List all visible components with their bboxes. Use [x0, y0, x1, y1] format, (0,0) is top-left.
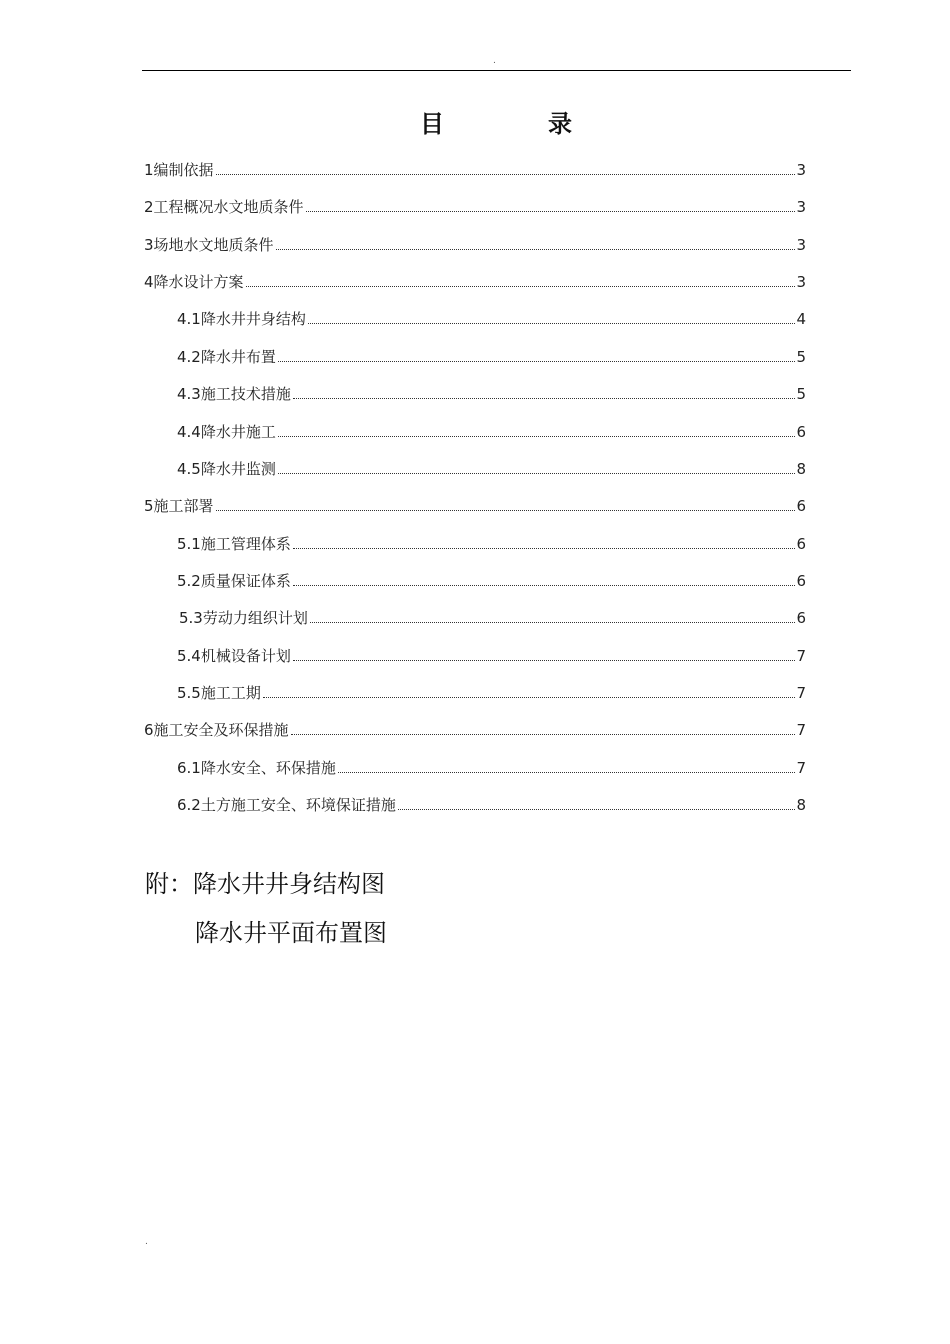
- toc-entry-page: 5: [796, 348, 806, 366]
- toc-entry-label: 4.1降水井井身结构: [177, 310, 306, 328]
- toc-entry-label: 4.5降水井监测: [177, 460, 276, 478]
- footer-mark: .: [145, 1237, 148, 1247]
- toc-leader: [278, 361, 795, 362]
- toc-entry-label: 2工程概况水文地质条件: [144, 198, 304, 216]
- toc-entry[interactable]: [177, 679, 806, 703]
- toc-entry-page: 7: [796, 759, 806, 777]
- toc-entry[interactable]: [177, 418, 806, 442]
- toc-entry-page: 6: [796, 497, 806, 515]
- toc-entry-page: 5: [796, 385, 806, 403]
- toc-entry-page: 7: [796, 647, 806, 665]
- toc-leader: [291, 734, 795, 735]
- toc-entry[interactable]: [144, 231, 806, 255]
- toc-entry[interactable]: [144, 716, 806, 740]
- toc-entry-page: 3: [796, 198, 806, 216]
- header-rule: [142, 70, 851, 71]
- toc-entry[interactable]: [177, 754, 806, 778]
- toc-entry-page: 3: [796, 161, 806, 179]
- toc-entry-label: 5施工部署: [144, 497, 214, 515]
- toc-leader: [263, 697, 795, 698]
- toc-entry-label: 5.2质量保证体系: [177, 572, 291, 590]
- toc-entry-label: 3场地水文地质条件: [144, 236, 274, 254]
- toc-leader: [246, 286, 795, 287]
- toc-entry-page: 3: [796, 273, 806, 291]
- appendix-line-1: [145, 869, 385, 899]
- appendix-prefix: 附：: [145, 870, 193, 898]
- toc-entry-page: 7: [796, 721, 806, 739]
- toc-entry-label: 5.4机械设备计划: [177, 647, 291, 665]
- appendix-item: 降水井平面布置图: [195, 919, 387, 947]
- toc-entry-page: 8: [796, 460, 806, 478]
- toc-leader: [308, 323, 795, 324]
- toc-entry-label: 5.3劳动力组织计划: [179, 609, 308, 627]
- toc-entry-label: 4降水设计方案: [144, 273, 244, 291]
- toc-entry[interactable]: [144, 156, 806, 180]
- toc-entry-label: 5.1施工管理体系: [177, 535, 291, 553]
- toc-entry-label: 4.2降水井布置: [177, 348, 276, 366]
- toc-entry-label: 4.4降水井施工: [177, 423, 276, 441]
- toc-entry-page: 6: [796, 572, 806, 590]
- toc-leader: [293, 548, 795, 549]
- toc-title: [420, 108, 572, 140]
- header-mark: .: [493, 56, 496, 66]
- toc-leader: [278, 473, 795, 474]
- toc-entry-page: 6: [796, 609, 806, 627]
- toc-entry[interactable]: [177, 791, 806, 815]
- toc-entry-page: 6: [796, 423, 806, 441]
- toc-entry[interactable]: [177, 305, 806, 329]
- toc-title-right: 录: [548, 110, 572, 138]
- toc-entry[interactable]: [177, 380, 806, 404]
- appendix-item: 降水井井身结构图: [193, 870, 385, 898]
- toc-leader: [293, 398, 795, 399]
- toc-entry-label: 4.3施工技术措施: [177, 385, 291, 403]
- toc-entry-label: 6施工安全及环保措施: [144, 721, 289, 739]
- toc-entry[interactable]: [177, 642, 806, 666]
- toc-entry-label: 6.2土方施工安全、环境保证措施: [177, 796, 396, 814]
- toc-leader: [216, 510, 795, 511]
- toc-entry[interactable]: [177, 455, 806, 479]
- toc-entry[interactable]: [177, 567, 806, 591]
- toc-entry[interactable]: [179, 604, 806, 628]
- toc-leader: [293, 585, 795, 586]
- toc-entry-page: 8: [796, 796, 806, 814]
- toc-entry-label: 5.5施工工期: [177, 684, 261, 702]
- toc-entry[interactable]: [144, 193, 806, 217]
- toc-entry-label: 1编制依据: [144, 161, 214, 179]
- toc-entry-page: 3: [796, 236, 806, 254]
- toc-leader: [293, 660, 795, 661]
- toc-leader: [338, 772, 795, 773]
- toc-leader: [310, 622, 795, 623]
- toc-entry-label: 6.1降水安全、环保措施: [177, 759, 336, 777]
- toc-leader: [216, 174, 795, 175]
- toc-entry-page: 6: [796, 535, 806, 553]
- toc-entry-page: 7: [796, 684, 806, 702]
- appendix-line-2: [195, 918, 387, 948]
- toc-entry[interactable]: [177, 343, 806, 367]
- toc-title-left: 目: [420, 110, 444, 138]
- toc-entry[interactable]: [177, 530, 806, 554]
- toc-leader: [398, 809, 795, 810]
- toc-leader: [306, 211, 795, 212]
- toc-entry-page: 4: [796, 310, 806, 328]
- toc-leader: [276, 249, 795, 250]
- toc-entry[interactable]: [144, 268, 806, 292]
- toc-leader: [278, 436, 795, 437]
- toc-entry[interactable]: [144, 492, 806, 516]
